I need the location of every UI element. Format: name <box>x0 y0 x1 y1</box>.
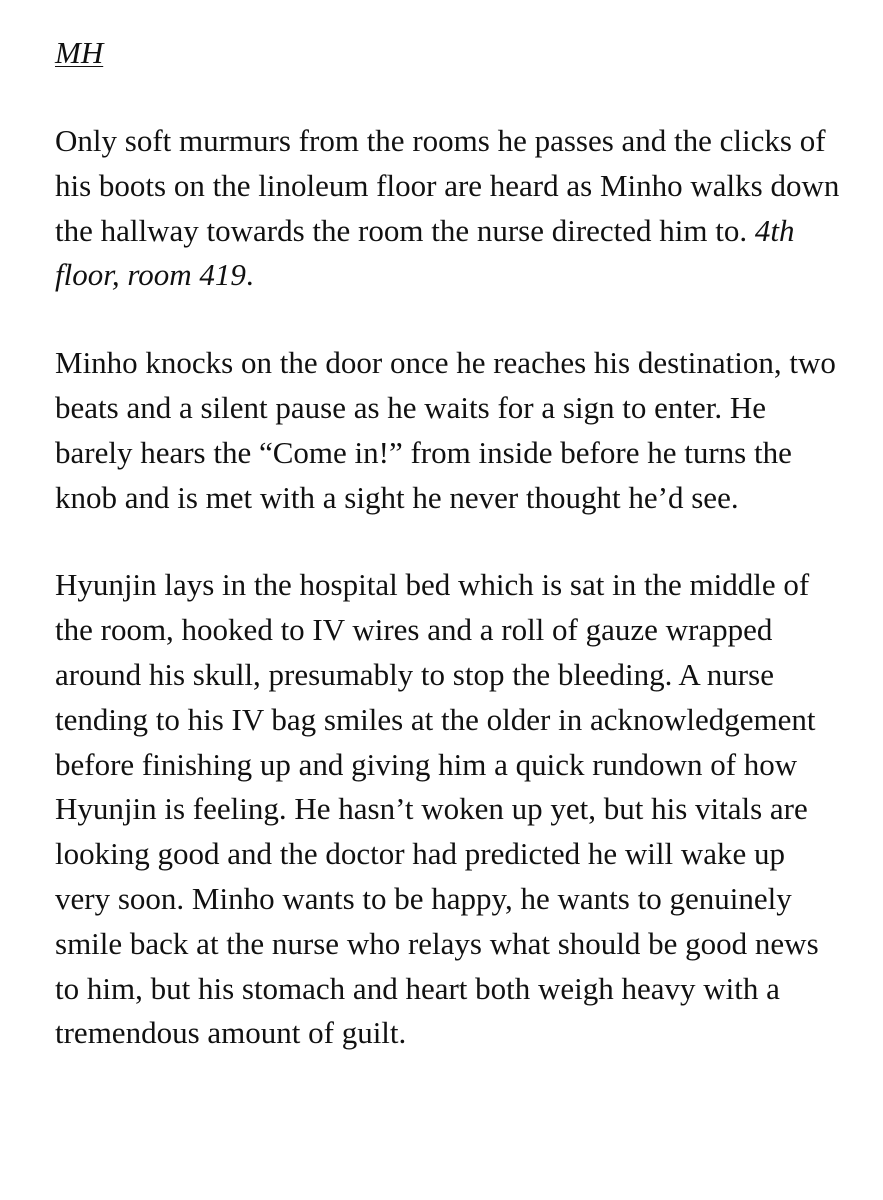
paragraph-1-text: Only soft murmurs from the rooms he passes and the clicks of his boots on the linoleum floor are heard as Minho walks down the hallway towards the room the nurse directed him to. <box>55 123 840 248</box>
paragraph-2 <box>55 341 845 520</box>
paragraph-1-period: . <box>245 257 254 293</box>
section-heading: MH <box>55 35 104 70</box>
paragraph-3-text: Hyunjin lays in the hospital bed which is sat in the middle of the room, hooked to IV wires and a roll of gauze wrapped around his skull, presumably to stop the bleeding. A nurse tending to his IV bag smiles at the older in acknowledgement before finishing up and giving him a quick rundown of how Hyunjin is feeling. He hasn’t woken up yet, but his vitals are looking good and the doctor had predicted he will wake up very soon. Minho wants to be happy, he wants to genuinely smile back at the nurse who relays what should be good news to him, but his stomach and heart both weigh heavy with a tremendous amount of guilt. <box>55 567 819 1051</box>
paragraph-3 <box>55 563 845 1056</box>
paragraph-1-italic-location: 4th floor, room 419 <box>55 212 795 293</box>
paragraph-2-text: Minho knocks on the door once he reaches his destination, two beats and a silent pause as he waits for a sign to enter. He barely hears the “Come in!” from inside before he turns the knob and is met with a sight he never thought he’d see. <box>55 345 836 515</box>
paragraph-1 <box>55 119 845 298</box>
